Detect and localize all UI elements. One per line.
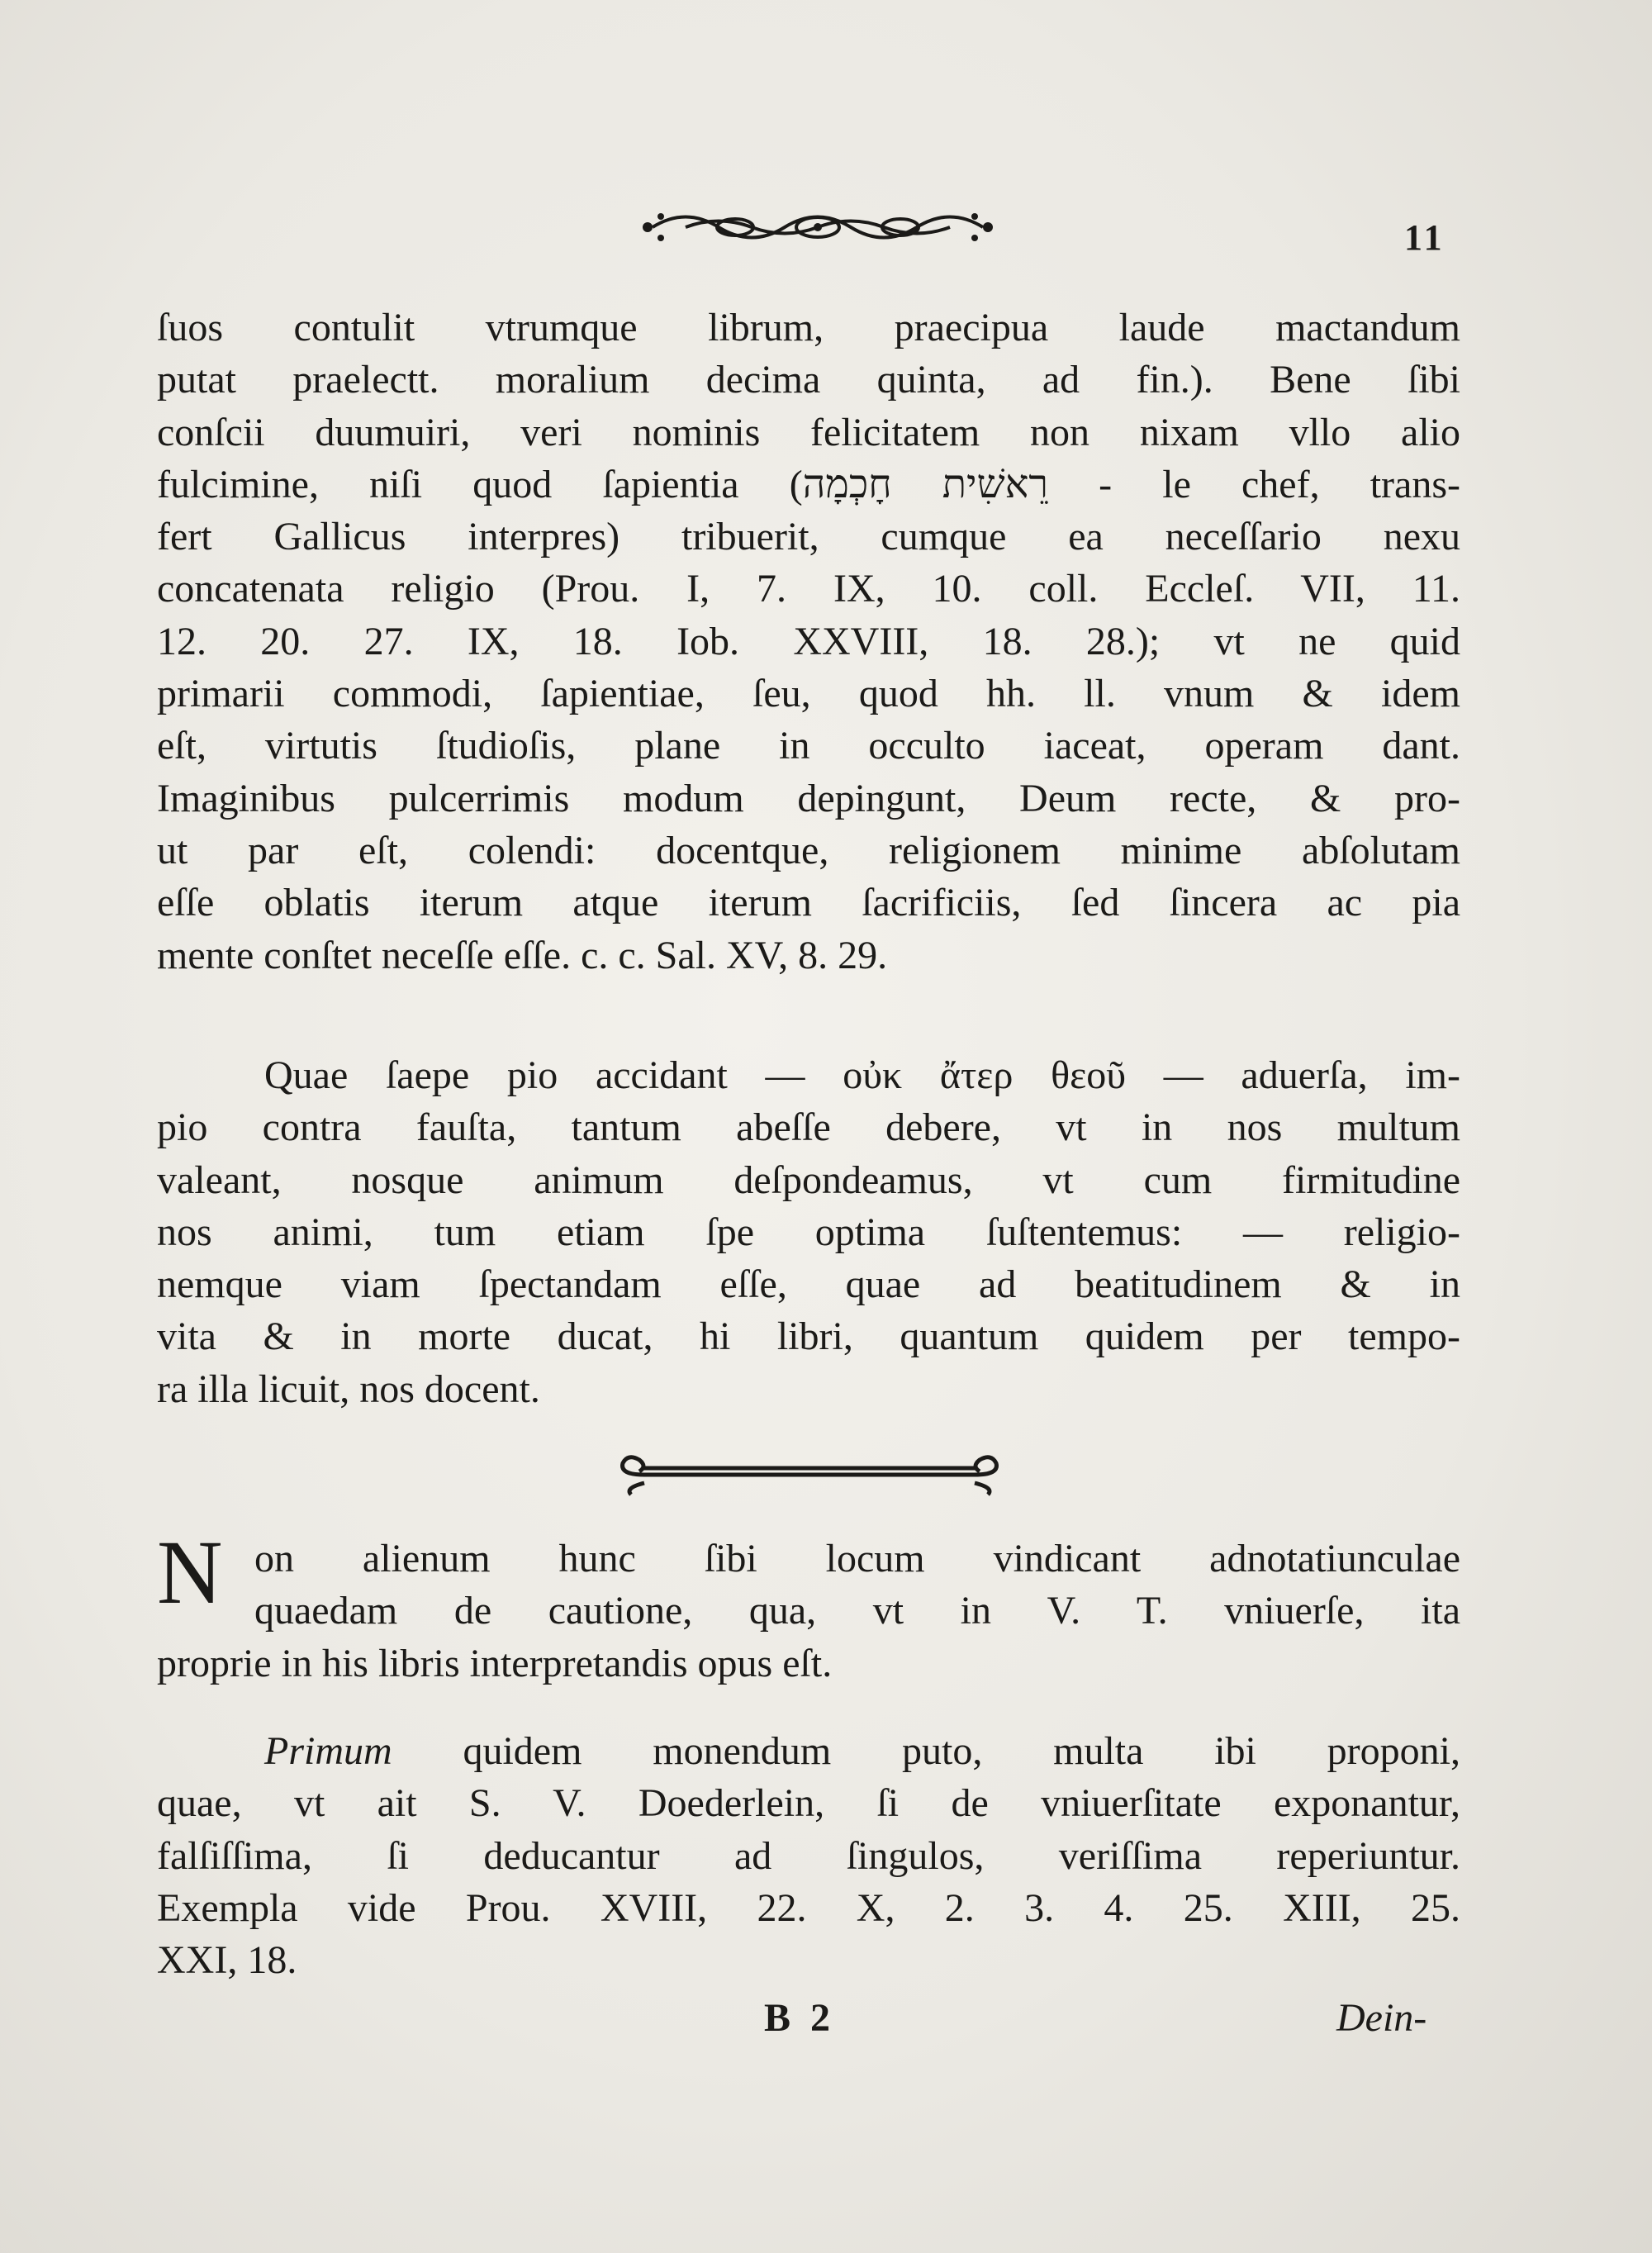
text-line: on alienum hunc ſibi locum vindicant adnotatiunculae (254, 1537, 1460, 1580)
text-line: nemque viam ſpectandam eſſe, quae ad beatitudinem & in (157, 1262, 1460, 1307)
catchword: Dein- (1336, 1996, 1427, 2040)
signature-mark: B 2 (764, 1996, 836, 2040)
scroll-divider-icon (611, 1450, 1008, 1500)
text-line: quaedam de cautione, qua, vt in V. T. vniuerſe, ita (254, 1589, 1460, 1633)
text-line: eſt, virtutis ſtudioſis, plane in occulto iaceat, operam dant. (157, 724, 1460, 768)
vine-ornament-icon (636, 198, 999, 256)
drop-cap: N (157, 1522, 223, 1623)
text-line: eſſe oblatis iterum atque iterum ſacrificiis, ſed ſincera ac pia (157, 881, 1460, 925)
text-line: XXI, 18. (157, 1938, 297, 1983)
text-fragment: quidem monendum puto, multa ibi proponi, (392, 1729, 1460, 1773)
paragraph-3 (157, 1533, 1460, 1690)
text-line: valeant, nosque animum deſpondeamus, vt cum firmitudine (157, 1157, 1460, 1202)
text-line: ut par eſt, colendi: docentque, religionem minime abſolutam (157, 828, 1460, 872)
text-line: concatenata religio (Prou. I, 7. IX, 10. coll. Eccleſ. VII, 11. (157, 567, 1460, 611)
page-number: 11 (1404, 217, 1446, 258)
text-line: proprie in his libris interpretandis opus eſt. (157, 1641, 833, 1685)
text-line: 12. 20. 27. IX, 18. Iob. XXVIII, 18. 28.); vt ne quid (157, 619, 1460, 663)
text-line: Exempla vide Prou. XVIII, 22. X, 2. 3. 4. 25. XIII, 25. (157, 1885, 1460, 1930)
text-line: ſuos contulit vtrumque librum, praecipua laude mactandum (157, 306, 1460, 349)
text-line: ra illa licuit, nos docent. (157, 1367, 540, 1411)
text-line: vita & in morte ducat, hi libri, quantum quidem per tempo- (157, 1314, 1460, 1359)
paragraph-4 (157, 1725, 1460, 1986)
text-line: Imaginibus pulcerrimis modum depingunt, Deum recte, & pro- (157, 776, 1460, 820)
emphasis-word: Primum (264, 1729, 392, 1773)
text-line: putat praelectt. moralium decima quinta, ad fin.). Bene ſibi (157, 358, 1460, 402)
text-line: conſcii duumuiri, veri nominis felicitatem non nixam vllo alio (157, 410, 1460, 454)
paragraph-1 (157, 302, 1460, 982)
text-line: pio contra fauſta, tantum abeſſe debere, vt in nos multum (157, 1105, 1460, 1150)
text-line: mente conſtet neceſſe eſſe. c. c. Sal. XV, 8. 29. (157, 933, 888, 977)
text-line: falſiſſima, ſi deducantur ad ſingulos, veriſſima reperiuntur. (157, 1833, 1460, 1878)
paragraph-2 (157, 1049, 1460, 1415)
text-line: primarii commodi, ſapientiae, ſeu, quod hh. ll. vnum & idem (157, 672, 1460, 716)
text-line: quae, vt ait S. V. Doederlein, ſi de vniuerſitate exponantur, (157, 1781, 1460, 1826)
text-line: fulcimine, niſi quod ſapientia (רֵאשִׁית חָכְמָה - le chef, trans- (157, 462, 1461, 506)
text-line (157, 1725, 1460, 1777)
text-line: Quae ſaepe pio accidant — οὐκ ἄτερ θεοῦ — aduerſa, im- (264, 1053, 1460, 1097)
text-line: nos animi, tum etiam ſpe optima ſuſtentemus: — religio- (157, 1210, 1460, 1254)
text-line: fert Gallicus interpres) tribuerit, cumque ea neceſſario nexu (157, 515, 1460, 559)
